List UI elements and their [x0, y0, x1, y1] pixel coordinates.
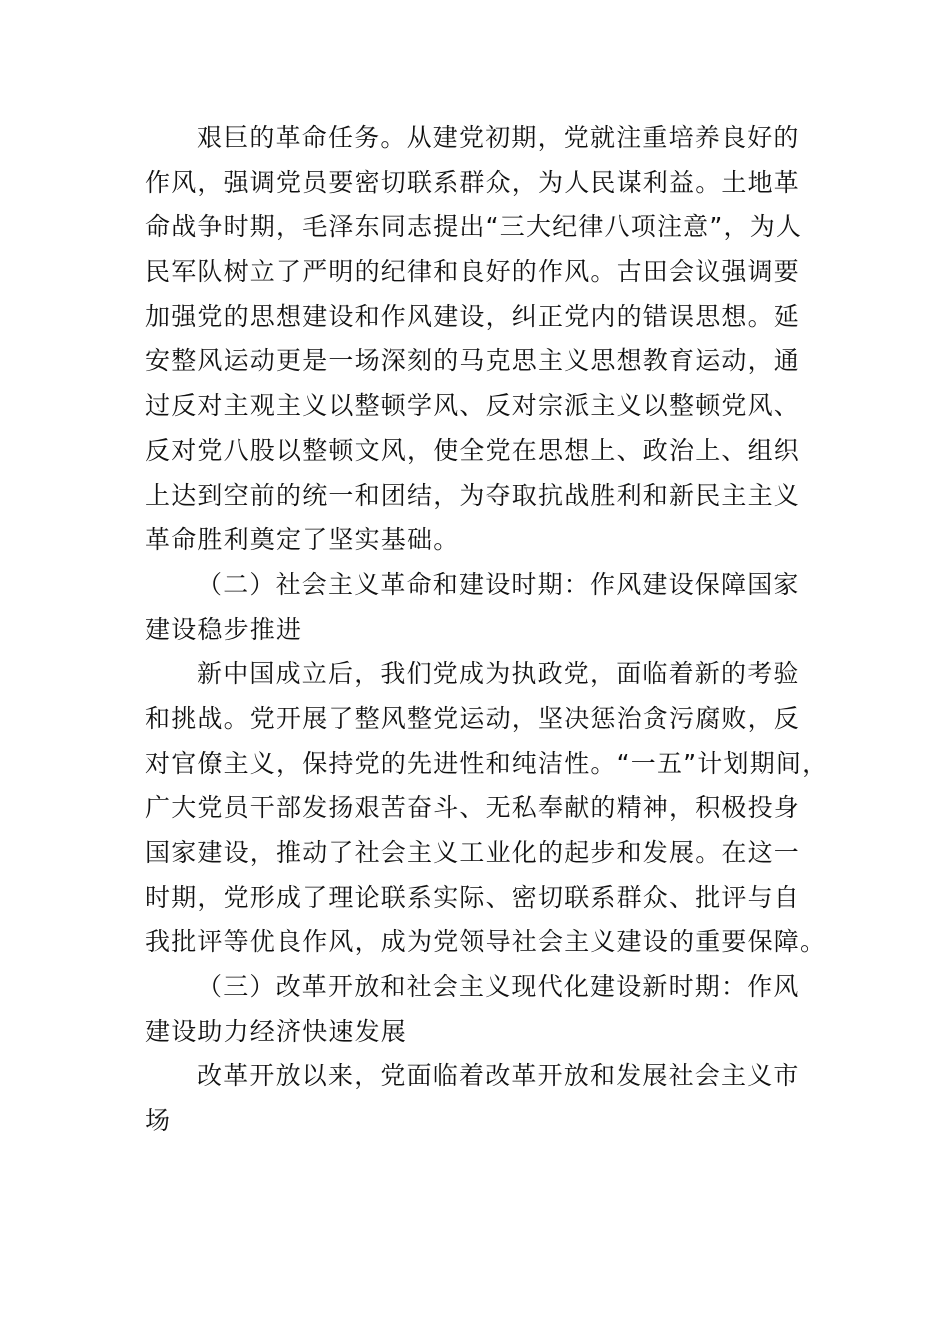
document-body [145, 116, 829, 1144]
paragraph-line: 改革开放以来，党面临着改革开放和发展社会主义市 [197, 1061, 800, 1091]
paragraph-line: 广大党员干部发扬艰苦奋斗、无私奉献的精神，积极投身 [145, 793, 801, 823]
paragraph-line: 国家建设，推动了社会主义工业化的起步和发展。在这一 [145, 838, 801, 867]
paragraph-line: 过反对主观主义以整顿学风、反对宗派主义以整顿党风、 [145, 391, 801, 421]
section-heading-line: 建设稳步推进 [145, 614, 303, 644]
paragraph-line: 和挑战。党开展了整风整党运动，坚决惩治贪污腐败，反 [145, 703, 801, 733]
paragraph-line: 加强党的思想建设和作风建设，纠正党内的错误思想。延 [145, 301, 801, 331]
paragraph-line: 我批评等优良作风，成为党领导社会主义建设的重要保障。 [145, 927, 827, 957]
paragraph-line: 反对党八股以整顿文风，使全党在思想上、政治上、组织 [145, 435, 801, 465]
paragraph-line: 作风，强调党员要密切联系群众，为人民谋利益。土地革 [145, 167, 801, 197]
paragraph-line: 对官僚主义，保持党的先进性和纯洁性。“一五”计划期间， [145, 748, 829, 778]
paragraph-line: 场 [145, 1106, 172, 1136]
paragraph-line: 艰巨的革命任务。从建党初期，党就注重培养良好的 [197, 123, 800, 152]
paragraph-line: 命战争时期，毛泽东同志提出“三大纪律八项注意”，为人 [145, 212, 803, 242]
section-heading-line: 建设助力经济快速发展 [145, 1016, 408, 1046]
paragraph-line: 安整风运动更是一场深刻的马克思主义思想教育运动，通 [145, 346, 801, 376]
paragraph-line: 革命胜利奠定了坚实基础。 [145, 525, 460, 555]
section-heading-line: （三）改革开放和社会主义现代化建设新时期：作风 [197, 972, 800, 1002]
paragraph-line: 时期，党形成了理论联系实际、密切联系群众、批评与自 [145, 882, 801, 912]
paragraph-line: 民军队树立了严明的纪律和良好的作风。古田会议强调要 [145, 257, 801, 287]
section-heading-line: （二）社会主义革命和建设时期：作风建设保障国家 [197, 569, 800, 599]
paragraph-line: 上达到空前的统一和团结，为夺取抗战胜利和新民主主义 [145, 480, 801, 510]
paragraph-line: 新中国成立后，我们党成为执政党，面临着新的考验 [197, 659, 800, 689]
